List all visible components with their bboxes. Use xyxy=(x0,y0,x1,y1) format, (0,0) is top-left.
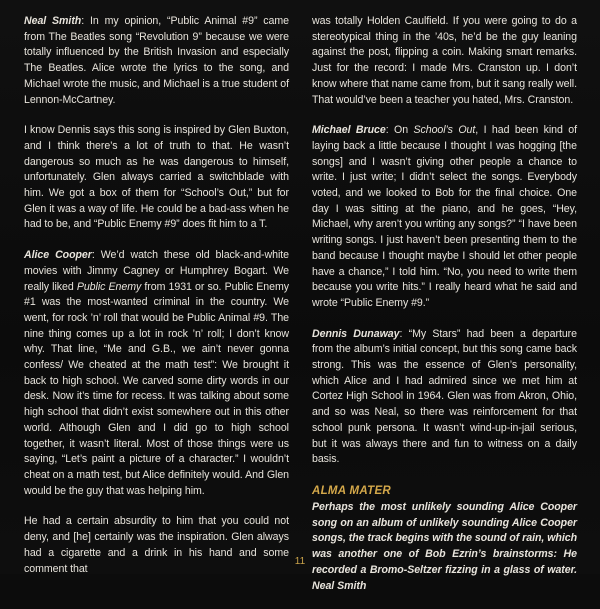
paragraph-holden-caulfield xyxy=(312,14,577,108)
section-heading: ALMA MATER xyxy=(312,484,392,497)
right-column xyxy=(312,14,577,609)
paragraph-dennis-dunaway xyxy=(312,327,577,468)
speaker-name: Neal Smith xyxy=(24,15,82,27)
paragraph-glen-buxton xyxy=(24,123,289,233)
paragraph-alice-cooper xyxy=(24,248,289,499)
section-intro: Perhaps the most unlikely sounding Alice Cooper song on an album of unlikely sounding Alice Cooper songs, the track begins with the sound of rain, which was another one of Bob Ezrin’s brainstorms: He recorded a Bromo-Seltzer fizzing in a glass of water. Neal Smith xyxy=(312,500,577,592)
movie-title: Public Enemy xyxy=(76,280,142,293)
left-column xyxy=(24,14,289,592)
paragraph-text: : We’d watch these old black-and-white movies with Jimmy Cagney or Humphrey Bogart. We really liked xyxy=(24,249,290,293)
page-number: 11 xyxy=(294,556,306,567)
speaker-name: Alice Cooper xyxy=(24,249,92,262)
paragraph-text: , I had been kind of laying back a little because I thought I was hogging [the songs] and I wasn’t giving other people a chance to write. I just write; I didn’t select the songs. Everybody voted, and we looked to Bob for the final choice. One day I was sitting at the piano, and he goes, “Hey, Michael, why aren’t you writing any songs?” “I have been writing songs. I just haven’t been presenting them to the band because I thought maybe I should let other people have a chance,” I told him. “No, you need to write them because you write hits.” I really heard what he said and wrote “Public Enemy #9.” xyxy=(312,124,577,309)
speaker-name: Dennis Dunaway xyxy=(312,327,400,340)
paragraph-text: He had a certain absurdity to him that you could not deny, and [he] certainly was the inspiration. Glen always had a cigarette and a drink in his hand and some comment that xyxy=(24,515,289,575)
paragraph-neal-smith xyxy=(24,14,289,108)
speaker-name: Michael Bruce xyxy=(312,124,386,137)
album-title: School’s Out xyxy=(413,124,476,137)
paragraph-text: from 1931 or so. Public Enemy #1 was the most-wanted criminal in the country. We went, for rock ’n’ roll that would be Public Animal #9. The nine thing comes up a lot in rock ’n’ roll; I don’t know why. That line, “Me and G.B., we ain’t never gonna confess/ We cheated at the math test”: We brought it back to high school. We carved some dirty words in our desk. Now it’s time for recess. It was talking about some high school that didn’t exist somewhere out in this other world. Although Glen and I did go to high school together, it wasn’t literal. Most of those things were us saying, “Let’s paint a picture of a character.” I wouldn’t cheat on a math test, but Alice definitely would. And Glen would be the guy that was helping him. xyxy=(24,280,289,497)
paragraph-absurdity xyxy=(24,514,289,577)
paragraph-michael-bruce xyxy=(312,123,577,311)
paragraph-text: : “My Stars” had been a departure from the album’s initial concept, but this song came back strong. This was the essence of Glen’s personality, which Alice and I had admired since we met him at Cortez High School in 1964. Glen was from Akron, Ohio, and so was Neal, so there was reinforcement for that school punk persona. It wasn’t wind-up-in-jail serious, but it was always there and fun to witness on a daily basis. xyxy=(312,327,578,466)
paragraph-text: was totally Holden Caulfield. If you were going to do a stereotypical thing in the ’40s, he’d be the guy leaning against the post, flipping a coin. Making smart remarks. Just for the record: I made Mrs. Cranston up. I don’t know where that name came from, but it sang really well. That would’ve been a teacher you hated, Mrs. Cranston. xyxy=(312,15,577,106)
paragraph-text: : In my opinion, “Public Animal #9” came from The Beatles song “Revolution 9” because we were totally influenced by the British Invasion and especially The Beatles. Alice wrote the lyrics to the song, and Michael wrote the music, and Michael is a true student of Lennon-McCartney. xyxy=(24,15,289,106)
paragraph-text: : On xyxy=(385,124,414,137)
paragraph-text: I know Dennis says this song is inspired by Glen Buxton, and I think there’s a lot of truth to that. He wasn’t dangerous so much as he was dangerous to himself, unfortunately. Glen always carried a switchblade with him. We got a box of them for “School’s Out,” but for Glen it was a way of life. He could be a bad-ass when he had to be, and “Public Enemy #9” does fit him to a T. xyxy=(24,124,289,231)
